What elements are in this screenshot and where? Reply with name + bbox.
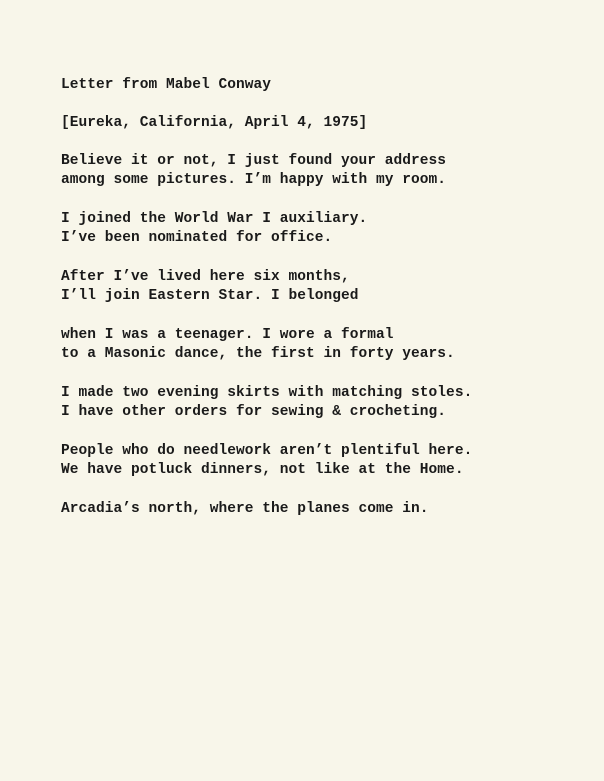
stanza-4 (61, 326, 581, 364)
stanza-5 (61, 384, 581, 422)
stanza-line: to a Masonic dance, the first in forty years. (61, 346, 455, 362)
stanza-line: among some pictures. I’m happy with my room. (61, 172, 447, 188)
stanza-3 (61, 268, 581, 306)
stanza-line: Believe it or not, I just found your address (61, 153, 447, 169)
stanza-line: I made two evening skirts with matching stoles. (61, 385, 473, 401)
dateline: [Eureka, California, April 4, 1975] (61, 115, 368, 131)
stanza-line: I have other orders for sewing & crocheting. (61, 404, 447, 420)
stanza-1 (61, 152, 581, 190)
stanza-2 (61, 210, 581, 248)
stanza-line: I’ve been nominated for office. (61, 230, 333, 246)
stanza-line: People who do needlework aren’t plentiful here. (61, 443, 473, 459)
stanza-line: After I’ve lived here six months, (61, 269, 350, 285)
stanza-line: Arcadia’s north, where the planes come in. (61, 501, 429, 517)
stanza-line: I’ll join Eastern Star. I belonged (61, 288, 359, 304)
letter-title: Letter from Mabel Conway (61, 77, 272, 93)
stanza-line: I joined the World War I auxiliary. (61, 211, 368, 227)
letter-page (61, 76, 581, 539)
stanza-line: We have potluck dinners, not like at the Home. (61, 462, 464, 478)
stanza-6 (61, 442, 581, 480)
stanza-line: when I was a teenager. I wore a formal (61, 327, 394, 343)
stanza-7 (61, 500, 581, 519)
